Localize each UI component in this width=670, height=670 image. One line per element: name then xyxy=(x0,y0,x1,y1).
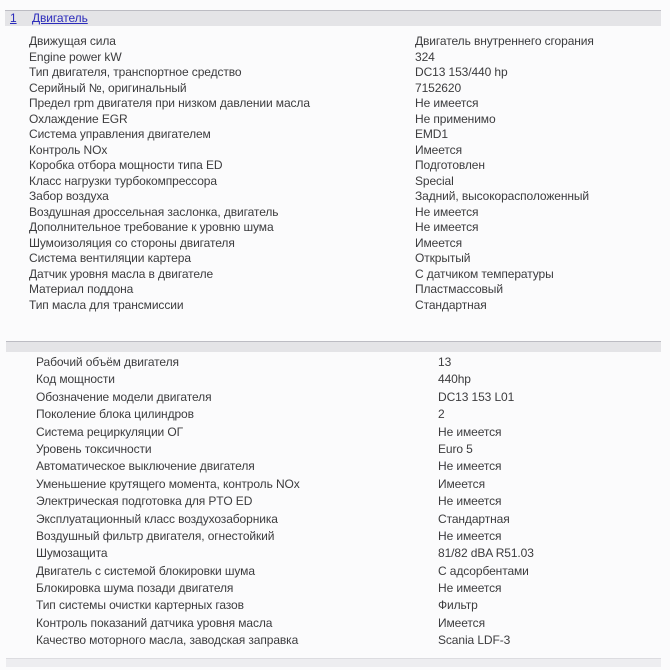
spec-value: Не имеется xyxy=(438,459,502,474)
spec-row xyxy=(0,597,670,614)
spec-value: Задний, высокорасположенный xyxy=(415,189,590,203)
spec-label: Материал поддона xyxy=(29,282,134,296)
spec-value: Стандартная xyxy=(415,297,487,312)
spec-label: Тип масла для трансмиссии xyxy=(29,297,184,312)
spec-row xyxy=(0,112,670,128)
spec-label: Шумозащита xyxy=(36,546,108,561)
spec-row xyxy=(0,458,670,475)
spec-label: Система вентиляции картера xyxy=(29,251,191,265)
spec-label: Код мощности xyxy=(36,372,115,387)
spec-value: Не имеется xyxy=(438,528,502,543)
spec-label: Эксплуатационный класс воздухозаборника xyxy=(36,511,278,526)
spec-label: Блокировка шума позади двигателя xyxy=(36,581,234,596)
spec-label: Воздушная дроссельная заслонка, двигатель xyxy=(29,204,279,219)
spec-row xyxy=(0,189,670,205)
spec-row xyxy=(0,236,670,252)
spec-row xyxy=(0,282,670,298)
spec-row xyxy=(0,205,670,221)
spec-value: Не имеется xyxy=(415,220,479,234)
spec-value: 324 xyxy=(415,49,435,64)
spec-label: Поколение блока цилиндров xyxy=(36,407,194,422)
spec-label: Электрическая подготовка для PTO ED xyxy=(36,494,253,509)
spec-value: Не имеется xyxy=(415,204,479,219)
spec-row xyxy=(0,220,670,236)
spec-value: Имеется xyxy=(438,615,485,630)
spec-value: 81/82 dBA R51.03 xyxy=(438,546,534,561)
spec-value: Фильтр xyxy=(438,598,478,613)
spec-value: 2 xyxy=(438,407,445,422)
spec-row xyxy=(0,354,670,371)
spec-label: Датчик уровня масла в двигателе xyxy=(29,266,214,281)
spec-row xyxy=(0,143,670,159)
spec-value: Имеется xyxy=(438,476,485,491)
spec-label: Движущая сила xyxy=(29,34,116,48)
spec-value: С датчиком температуры xyxy=(415,266,554,281)
spec-row xyxy=(0,65,670,81)
spec-row xyxy=(0,476,670,493)
spec-label: Двигатель с системой блокировки шума xyxy=(36,563,255,578)
spec-value: Открытый xyxy=(415,251,471,265)
spec-row xyxy=(0,267,670,283)
spec-label: Шумоизоляция со стороны двигателя xyxy=(29,235,235,250)
spec-section-secondary xyxy=(0,354,670,650)
spec-value: С адсорбентами xyxy=(438,563,529,578)
spec-row xyxy=(0,424,670,441)
spec-row xyxy=(0,545,670,562)
spec-row xyxy=(0,34,670,50)
spec-row xyxy=(0,406,670,423)
spec-row xyxy=(0,298,670,314)
spec-label: Контроль NOx xyxy=(29,142,108,157)
spec-label: Уровень токсичности xyxy=(36,441,152,456)
spec-value: Euro 5 xyxy=(438,441,473,456)
spec-value: 7152620 xyxy=(415,80,462,95)
spec-label: Автоматическое выключение двигателя xyxy=(36,459,255,474)
spec-value: Подготовлен xyxy=(415,158,485,172)
spec-value: Имеется xyxy=(415,142,462,157)
spec-label: Забор воздуха xyxy=(29,189,109,203)
spec-value: Не имеется xyxy=(438,494,502,509)
spec-row xyxy=(0,528,670,545)
spec-label: Тип двигателя, транспортное средство xyxy=(29,65,242,79)
spec-label: Тип системы очистки картерных газов xyxy=(36,598,244,613)
spec-label: Обозначение модели двигателя xyxy=(36,389,212,404)
spec-label: Контроль показаний датчика уровня масла xyxy=(36,615,273,630)
spec-label: Предел rpm двигателя при низком давлении масла xyxy=(29,96,310,110)
spec-label: Качество моторного масла, заводская заправка xyxy=(36,633,299,648)
spec-label: Система рециркуляции ОГ xyxy=(36,424,184,439)
spec-row xyxy=(0,580,670,597)
spec-value: Не имеется xyxy=(415,96,479,110)
spec-value: 440hp xyxy=(438,372,471,387)
spec-row xyxy=(0,511,670,528)
group-header-bar xyxy=(5,10,661,26)
spec-label: Система управления двигателем xyxy=(29,127,211,141)
spec-row xyxy=(0,174,670,190)
spec-label: Дополнительное требование к уровню шума xyxy=(29,220,274,234)
spec-row xyxy=(0,158,670,174)
spec-value: Scania LDF-3 xyxy=(438,633,511,648)
spec-row xyxy=(0,563,670,580)
spec-label: Серийный №, оригинальный xyxy=(29,80,187,95)
section-separator-bar xyxy=(6,341,661,352)
spec-row xyxy=(0,251,670,267)
spec-label: Воздушный фильтр двигателя, огнестойкий xyxy=(36,528,275,543)
spec-row xyxy=(0,81,670,97)
spec-row xyxy=(0,50,670,66)
bottom-separator-bar xyxy=(6,658,661,667)
group-index-link[interactable]: 1 xyxy=(10,11,17,25)
spec-value: 13 xyxy=(438,355,452,369)
spec-row xyxy=(0,441,670,458)
spec-value: Имеется xyxy=(415,235,462,250)
spec-label: Класс нагрузки турбокомпрессора xyxy=(29,173,217,188)
spec-label: Охлаждение EGR xyxy=(29,111,128,126)
spec-value: Двигатель внутреннего сгорания xyxy=(415,34,594,48)
spec-value: Стандартная xyxy=(438,511,510,526)
spec-value: EMD1 xyxy=(415,127,448,141)
spec-label: Рабочий объём двигателя xyxy=(36,355,179,369)
spec-row xyxy=(0,493,670,510)
spec-label: Engine power kW xyxy=(29,49,122,64)
spec-label: Коробка отбора мощности типа ED xyxy=(29,158,223,172)
spec-value: Пластмассовый xyxy=(415,282,503,296)
group-title-link[interactable]: Двигатель xyxy=(32,11,88,25)
spec-row xyxy=(0,96,670,112)
spec-row xyxy=(0,632,670,649)
spec-value: Не имеется xyxy=(438,581,502,596)
spec-label: Уменьшение крутящего момента, контроль NOx xyxy=(36,476,300,491)
spec-row xyxy=(0,389,670,406)
spec-section-primary xyxy=(0,34,670,313)
spec-value: Не применимо xyxy=(415,111,496,126)
spec-value: DC13 153 L01 xyxy=(438,389,515,404)
spec-value: Special xyxy=(415,173,454,188)
spec-row xyxy=(0,371,670,388)
spec-row xyxy=(0,127,670,143)
spec-value: DC13 153/440 hp xyxy=(415,65,508,79)
spec-value: Не имеется xyxy=(438,424,502,439)
spec-row xyxy=(0,615,670,632)
